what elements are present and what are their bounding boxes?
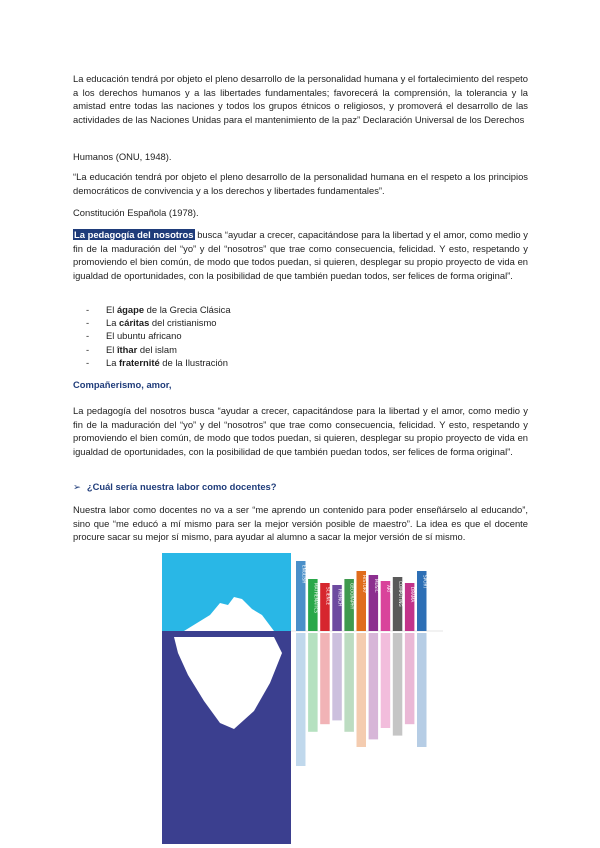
book-reflection — [320, 633, 330, 724]
paragraph-pedagogia-repeat: La pedagogía del nosotros busca “ayudar a crecer, capacitándose para la libertad y el amor, como medio y fin de la maduración del “yo” y del “nosotros” que trae como consecuencia, felicidad. Y esto, respetando y promoviendo el bien común, de modo que todos puedan, si quieren, desplegar su propio proyecto de vida en igualdad de oportunidades, con la posibilidad de que también puedan todos, ser felices de forma original”. — [73, 405, 528, 457]
arrow-bullet-icon: ➢ — [73, 481, 81, 492]
book-label: ENGLISH — [301, 565, 307, 584]
heading-question: ➢ ¿Cuál sería nuestra labor como docentes? — [73, 481, 277, 492]
paragraph-udhr-quote: La educación tendrá por objeto el pleno desarrollo de la personalidad humana y el fortalecimiento del respeto a los derechos humanos y a las libertades fundamentales; favorecerá la comprensión, la tolerancia y la amistad entre todas las naciones y todos los grupos étnicos o religiosos, y promoverá el desarrollo de las actividades de las Naciones Unidas para el mantenimiento de la paz” Declaración Universal de los Derechos — [73, 73, 528, 125]
book-reflection — [393, 633, 403, 736]
book-reflection — [357, 633, 367, 747]
book-label: FRENCH — [337, 589, 343, 607]
paragraph-pedagogia-nosotros — [73, 228, 528, 282]
list-item: - El ubuntu africano — [86, 329, 231, 342]
paragraph-teacher-role: Nuestra labor como docentes no va a ser “me aprendo un contenido para poder enseñárselo al educando”, sino que “me educó a mí mismo para ser la mejor versión posible de maestro”. La idea es que el docente procure sacar su mejor sí mismo, para ayudar al alumno a sacar la mejor versión de sí mismo. — [73, 504, 528, 543]
book-reflection — [308, 633, 318, 732]
book-label: SPORT — [422, 575, 428, 589]
iceberg-books-illustration — [162, 553, 443, 844]
book-label: ART — [385, 585, 391, 594]
heading-companerismo: Compañerismo, amor, — [73, 379, 172, 390]
book-reflection — [344, 633, 354, 732]
love-traditions-list — [86, 303, 231, 369]
list-item: - La fraternité de la Ilustración — [86, 356, 231, 369]
list-item: - El ágape de la Grecia Clásica — [86, 303, 231, 316]
paragraph-udhr-citation: Humanos (ONU, 1948). — [73, 151, 172, 162]
book-label: MUSIC — [373, 579, 379, 593]
book-label: GEOGRAPHY — [349, 583, 355, 610]
paragraph-constitution-citation: Constitución Española (1978). — [73, 207, 199, 218]
book-label: HISTORY — [361, 575, 367, 594]
book-reflection — [417, 633, 427, 747]
book-reflection — [332, 633, 342, 720]
book-reflection — [405, 633, 415, 724]
book-reflection — [369, 633, 379, 739]
book-label: SCIENCE — [325, 587, 331, 606]
book-reflection — [296, 633, 306, 766]
book-reflection — [381, 633, 391, 728]
list-item: - El îthar del islam — [86, 343, 231, 356]
list-item: - La cáritas del cristianismo — [86, 316, 231, 329]
book-label: MATHEMATICS — [313, 583, 319, 614]
paragraph-text: busca “ayudar a crecer, capacitándose para la libertad y el amor, como medio y fin de la maduración del “yo” y del “nosotros” que trae como consecuencia, felicidad. Y esto, respetando y promoviendo el bien común, de modo que todos puedan, si quieren, desplegar su propio proyecto de vida en igualdad de oportunidades, con la posibilidad de que también puedan todos, ser felices de forma original”. — [73, 229, 528, 281]
highlighted-term: La pedagogía del nosotros — [74, 229, 194, 240]
book-label: DRAMA — [410, 587, 416, 603]
iceberg-books-figure — [162, 553, 443, 844]
book-label: COMPUTING — [398, 581, 404, 607]
paragraph-constitution-quote: “La educación tendrá por objeto el pleno desarrollo de la personalidad humana en el respeto a los principios democráticos de convivencia y a los derechos y libertades fundamentales”. — [73, 171, 528, 196]
